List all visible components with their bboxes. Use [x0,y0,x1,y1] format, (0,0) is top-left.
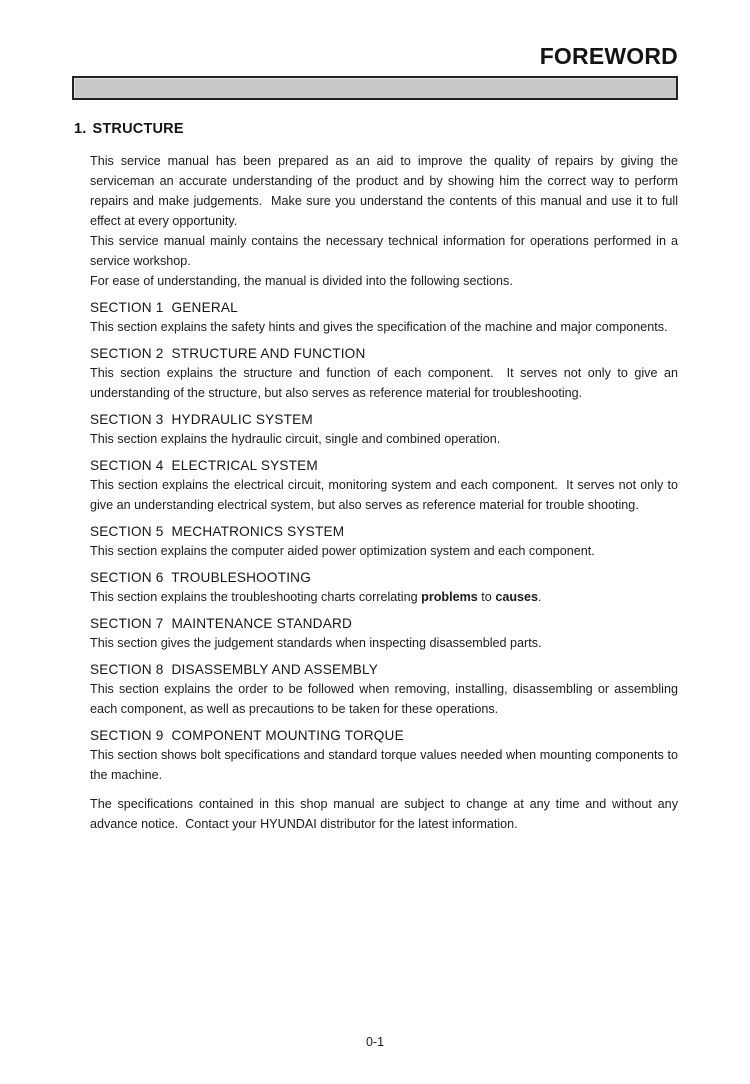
section-heading: SECTION 2 STRUCTURE AND FUNCTION [90,346,366,361]
title-underline-bar [72,76,678,100]
section-body-text: This section explains the electrical circuit, monitoring system and each component. It serves not only to give an understanding electrical system, but also serves as reference material for trouble shooting. [90,478,678,512]
manual-section [74,728,678,785]
manual-section [74,300,678,337]
section-body [90,317,678,337]
page-header [72,0,678,100]
section-body [90,745,678,785]
page-content [74,121,678,834]
section-body-text: This section explains the order to be followed when removing, installing, disassembling or assembling each component, as well as precautions to be taken for these operations. [90,682,678,716]
manual-section [74,458,678,515]
section-body [90,541,678,561]
sections-list [74,300,678,785]
section-body-text: This section explains the safety hints and gives the specification of the machine and major components. [90,320,668,334]
section-heading: SECTION 9 COMPONENT MOUNTING TORQUE [90,728,404,743]
manual-section [74,412,678,449]
intro-paragraph: This service manual has been prepared as an aid to improve the quality of repairs by giving the serviceman an accurate understanding of the product and by showing him the correct way to perform repairs and make judgements. Make sure you understand the contents of this manual and use it to full effect at every opportunity. [90,154,678,228]
section-body-text: This section explains the structure and function of each component. It serves not only to give an understanding of the structure, but also serves as reference material for troubleshooting. [90,366,678,400]
section-body-text: to [477,590,496,604]
manual-section [74,662,678,719]
intro-paragraph: This service manual mainly contains the necessary technical information for operations performed in a service workshop. [90,234,678,268]
section-body-text: This section explains the hydraulic circuit, single and combined operation. [90,432,501,446]
manual-section [74,616,678,653]
manual-section [74,570,678,607]
page-title: FOREWORD [539,43,678,69]
section-body-text: causes [495,590,539,604]
structure-heading [74,121,678,137]
intro-block [74,151,678,291]
section-heading: SECTION 4 ELECTRICAL SYSTEM [90,458,318,473]
section-body [90,679,678,719]
section-heading: SECTION 5 MECHATRONICS SYSTEM [90,524,345,539]
section-body-text: This section explains the computer aided power optimization system and each component. [90,544,595,558]
section-body-text: This section explains the troubleshooting charts correlating [90,590,422,604]
section-heading: SECTION 1 GENERAL [90,300,238,315]
structure-heading-number: 1. [74,121,87,137]
section-heading: SECTION 6 TROUBLESHOOTING [90,570,311,585]
closing-paragraph: The specifications contained in this shop manual are subject to change at any time and without any advance notice. Contact your HYUNDAI distributor for the latest information. [90,797,678,831]
section-body [90,429,678,449]
section-heading: SECTION 3 HYDRAULIC SYSTEM [90,412,313,427]
section-body-text: . [538,590,542,604]
section-heading: SECTION 7 MAINTENANCE STANDARD [90,616,352,631]
section-body-text: problems [421,590,478,604]
manual-section [74,524,678,561]
section-heading: SECTION 8 DISASSEMBLY AND ASSEMBLY [90,662,379,677]
section-body-text: This section gives the judgement standards when inspecting disassembled parts. [90,636,542,650]
section-body-text: This section shows bolt specifications and standard torque values needed when mounting components to the machine. [90,748,678,782]
section-body [90,587,678,607]
section-body [90,363,678,403]
intro-paragraph: For ease of understanding, the manual is divided into the following sections. [90,274,513,288]
section-body [90,633,678,653]
page-number: 0-1 [365,1035,385,1049]
section-body [90,475,678,515]
page-footer [0,1035,750,1049]
manual-section [74,346,678,403]
structure-heading-label: STRUCTURE [92,121,184,137]
